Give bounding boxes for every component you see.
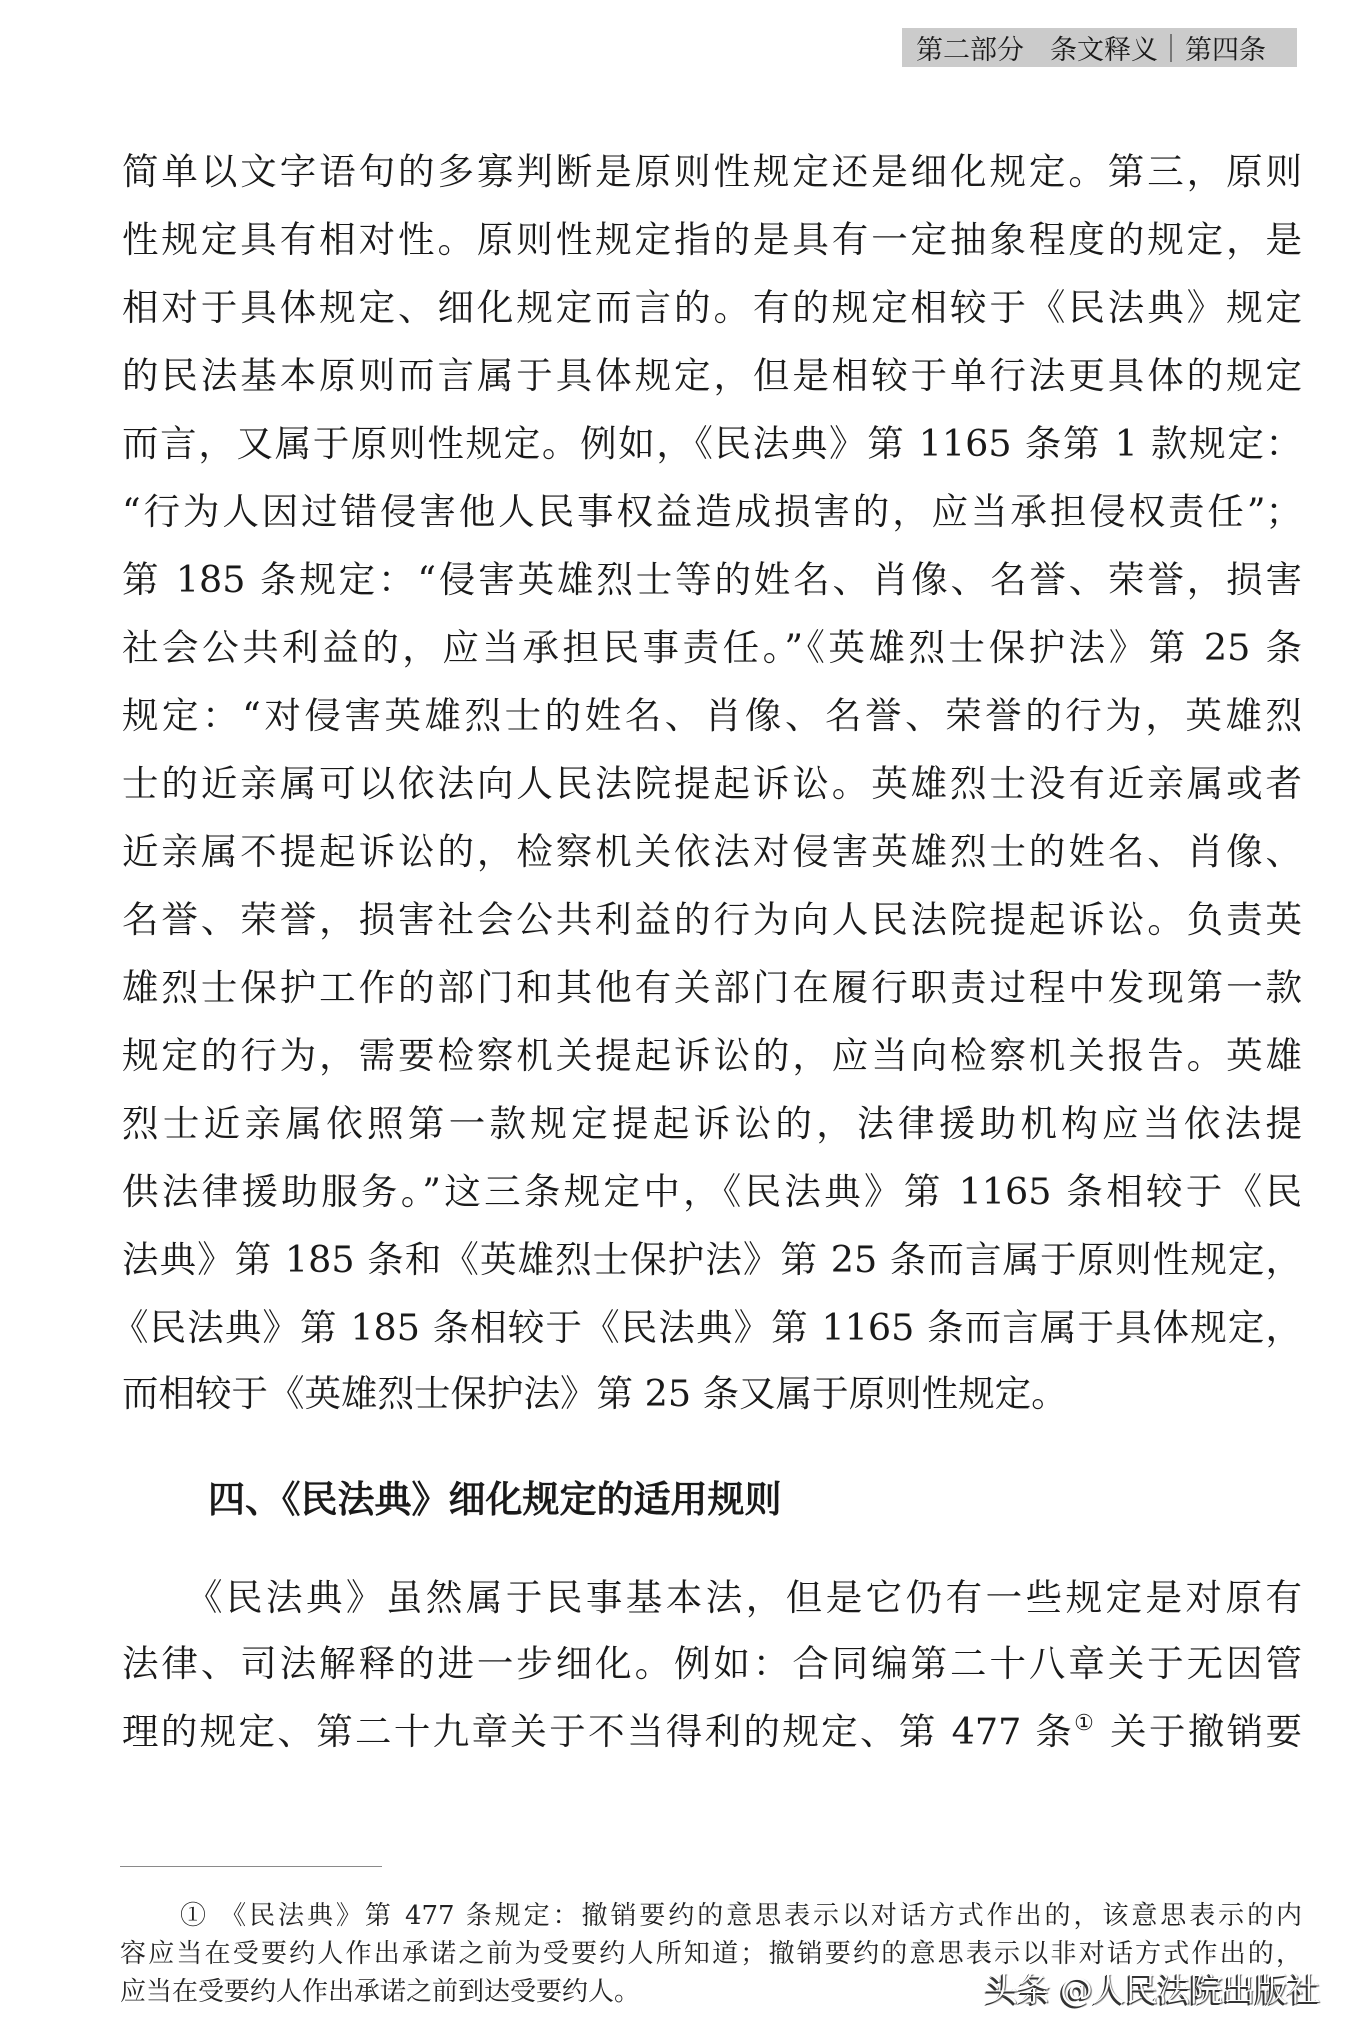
body-line: 供法律援助服务。”这三条规定中，《民法典》第 1165 条相较于《民 xyxy=(122,1170,1302,1213)
body-line xyxy=(122,1710,1302,1754)
watermark: 头条 @人民法院出版社 xyxy=(985,1970,1320,2009)
body-line: 性规定具有相对性。原则性规定指的是具有一定抽象程度的规定，是 xyxy=(122,218,1302,261)
body-line: 的民法基本原则而言属于具体规定，但是相较于单行法更具体的规定 xyxy=(122,354,1302,397)
running-head-divider xyxy=(1170,34,1172,62)
body-line: 近亲属不提起诉讼的，检察机关依法对侵害英雄烈士的姓名、肖像、 xyxy=(122,830,1302,873)
body-line-text: 关于撤销要 xyxy=(1096,1710,1303,1753)
body-line: 规定：“对侵害英雄烈士的姓名、肖像、名誉、荣誉的行为，英雄烈 xyxy=(122,694,1302,737)
body-line: 士的近亲属可以依法向人民法院提起诉讼。英雄烈士没有近亲属或者 xyxy=(122,762,1302,805)
body-line: 社会公共利益的，应当承担民事责任。”《英雄烈士保护法》第 25 条 xyxy=(122,626,1302,669)
body-line: 相对于具体规定、细化规定而言的。有的规定相较于《民法典》规定 xyxy=(122,286,1302,329)
body-line: 法律、司法解释的进一步细化。例如：合同编第二十八章关于无因管 xyxy=(122,1642,1302,1685)
footnote-reference[interactable]: ① xyxy=(1074,1711,1097,1736)
running-head-section: 条文释义 xyxy=(1050,35,1158,66)
body-line: 名誉、荣誉，损害社会公共利益的行为向人民法院提起诉讼。负责英 xyxy=(122,898,1302,941)
body-line: 《民法典》第 185 条相较于《民法典》第 1165 条而言属于具体规定， xyxy=(112,1306,1302,1349)
running-head-article: 第四条 xyxy=(1185,35,1266,66)
footnote-divider xyxy=(120,1866,382,1867)
body-line: 规定的行为，需要检察机关提起诉讼的，应当向检察机关报告。英雄 xyxy=(122,1034,1302,1077)
body-line-text: 理的规定、第二十九章关于不当得利的规定、第 477 条 xyxy=(122,1710,1075,1753)
footnote-line: 容应当在受要约人作出承诺之前为受要约人所知道；撤销要约的意思表示以非对话方式作出的， xyxy=(120,1939,1302,1969)
body-line: “行为人因过错侵害他人民事权益造成损害的，应当承担侵权责任”； xyxy=(122,490,1302,533)
body-line: 而相较于《英雄烈士保护法》第 25 条又属于原则性规定。 xyxy=(122,1372,1068,1415)
footnote-line: 应当在受要约人作出承诺之前到达受要约人。 xyxy=(120,1977,641,2007)
body-line: 而言，又属于原则性规定。例如，《民法典》第 1165 条第 1 款规定： xyxy=(122,422,1302,465)
body-line: 简单以文字语句的多寡判断是原则性规定还是细化规定。第三，原则 xyxy=(122,150,1302,193)
body-line: 法典》第 185 条和《英雄烈士保护法》第 25 条而言属于原则性规定， xyxy=(122,1238,1302,1281)
body-line: 第 185 条规定：“侵害英雄烈士等的姓名、肖像、名誉、荣誉，损害 xyxy=(122,558,1303,601)
footnote-line: ① 《民法典》第 477 条规定：撤销要约的意思表示以对话方式作出的，该意思表示的内 xyxy=(180,1901,1302,1931)
body-line: 雄烈士保护工作的部门和其他有关部门在履行职责过程中发现第一款 xyxy=(122,966,1302,1009)
body-line: 烈士近亲属依照第一款规定提起诉讼的，法律援助机构应当依法提 xyxy=(122,1102,1302,1145)
section-heading: 四、《民法典》细化规定的适用规则 xyxy=(208,1478,782,1521)
running-head xyxy=(902,28,1297,67)
body-line: 《民法典》虽然属于民事基本法，但是它仍有一些规定是对原有 xyxy=(186,1576,1302,1619)
running-head-part: 第二部分 xyxy=(916,35,1024,66)
